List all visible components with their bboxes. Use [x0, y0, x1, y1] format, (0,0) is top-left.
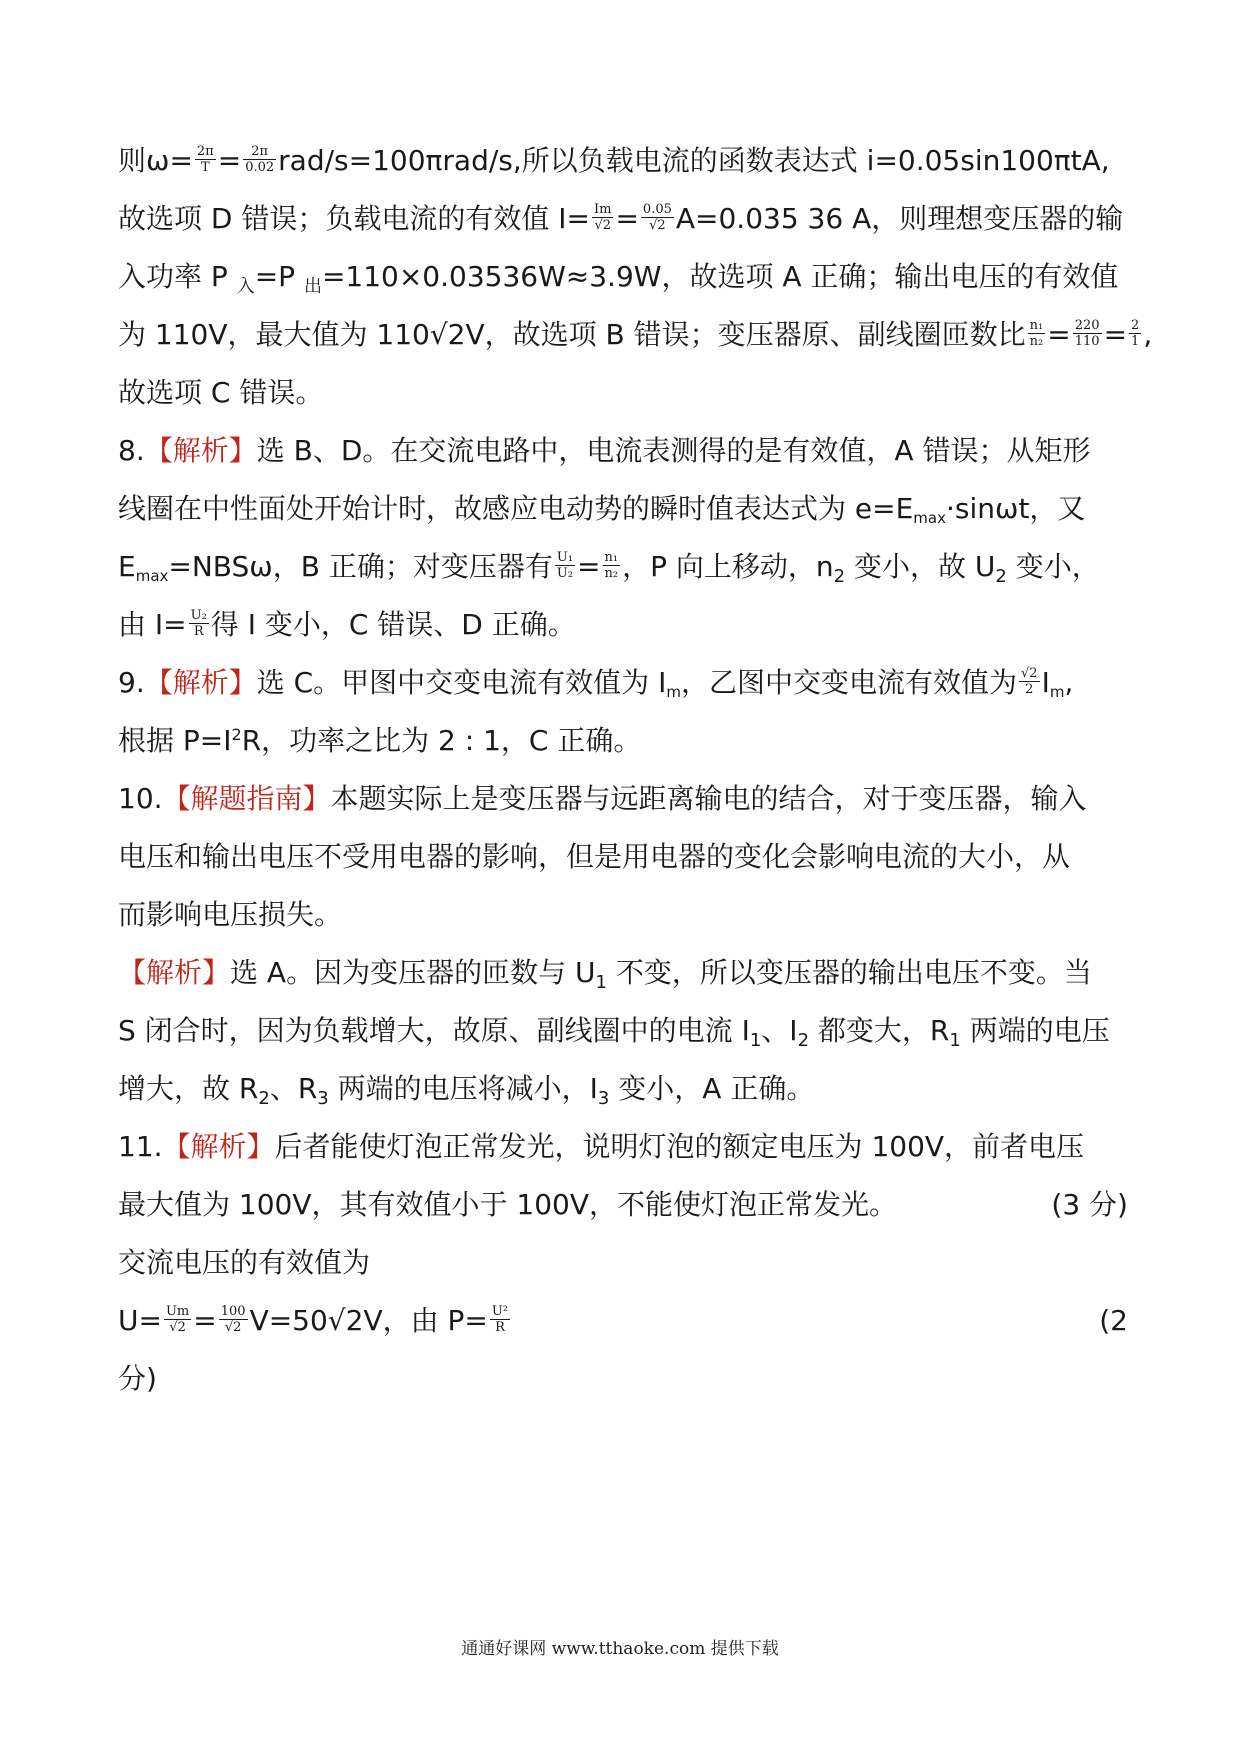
text-line: [118, 186, 1128, 252]
fraction-denominator: n₂: [604, 565, 619, 581]
fraction-denominator: √2: [594, 217, 611, 233]
text-line: [118, 1288, 1128, 1354]
text-run: 后者能使灯泡正常发光，说明灯泡的额定电压为 100V，前者电压: [274, 1130, 1085, 1163]
text-run: rad/s=100πrad/s,所以负载电流的函数表达式 i=0.05sin100πtA,: [278, 144, 1110, 177]
fraction-denominator: 1: [1131, 333, 1140, 349]
text-run: 不变，所以变压器的输出电压不变。当: [606, 956, 1092, 989]
text-run: 由 I=: [118, 608, 187, 641]
fraction: [164, 1304, 191, 1335]
text-run: =: [193, 1304, 217, 1337]
subscript: max: [135, 567, 169, 585]
subscript: 3: [317, 1088, 329, 1109]
text-line: [118, 360, 1128, 426]
fraction-numerator: 2π: [196, 143, 214, 159]
fraction: [603, 550, 621, 581]
fraction: [1073, 318, 1102, 349]
subscript: 1: [595, 972, 607, 993]
text-line: [118, 592, 1128, 658]
fraction: [195, 144, 216, 175]
fraction-denominator: √2: [649, 217, 666, 233]
text-line: [118, 766, 1128, 832]
text-line: [118, 1230, 1128, 1296]
fraction: [1019, 666, 1040, 697]
text-run: =P: [254, 260, 304, 293]
text-run: =: [577, 550, 601, 583]
text-run: =: [615, 202, 639, 235]
fraction-denominator: R: [193, 623, 204, 639]
text-run: 两端的电压: [960, 1014, 1110, 1047]
text-run: 则ω=: [118, 144, 193, 177]
text-run: 交流电压的有效值为: [118, 1246, 371, 1279]
fraction-denominator: U₂: [556, 565, 574, 581]
score-note: (3 分): [1051, 1188, 1128, 1221]
text-run: 故选项 D 错误；负载电流的有效值 I=: [118, 202, 590, 235]
text-run: 得 I 变小，C 错误、D 正确。: [210, 608, 576, 641]
text-run: 8.: [118, 434, 145, 467]
fraction-denominator: n₂: [1029, 333, 1044, 349]
fraction-numerator: U²: [491, 1303, 509, 1319]
text-line: [118, 708, 1128, 774]
text-run: 、R: [269, 1072, 318, 1105]
text-run: E: [118, 550, 136, 583]
text-run: 线圈在中性面处开始计时，故感应电动势的瞬时值表达式为 e=E: [118, 492, 914, 525]
text-line: [118, 244, 1128, 310]
fraction-numerator: Um: [165, 1303, 190, 1319]
fraction-numerator: √2: [1021, 665, 1038, 681]
page-footer: 通通好课网 www.tthaoke.com 提供下载: [461, 1639, 779, 1659]
text-run: ,: [1143, 318, 1153, 351]
subscript: 2: [258, 1088, 270, 1109]
text-line: [118, 1056, 1128, 1122]
text-run: 本题实际上是变压器与远距离输电的结合，对于变压器，输入: [330, 782, 1087, 815]
analysis-tag: 【解析】: [144, 434, 257, 467]
text-run: 变小，故 U: [845, 550, 996, 583]
subscript: max: [913, 509, 946, 527]
text-run: U=: [118, 1304, 162, 1337]
text-run: 分): [118, 1362, 157, 1395]
text-line: [118, 302, 1153, 368]
text-line: [118, 998, 1128, 1064]
fraction-numerator: 100: [220, 1303, 246, 1319]
text-run: 两端的电压将减小，I: [328, 1072, 598, 1105]
text-run: 、I: [761, 1014, 798, 1047]
text-line: [118, 824, 1128, 890]
text-run: A=0.035 36 A，则理想变压器的输: [675, 202, 1124, 235]
fraction-denominator: 2: [1025, 681, 1034, 697]
subscript: 2: [797, 1030, 810, 1051]
fraction-denominator: √2: [224, 1319, 242, 1335]
text-run: S 闭合时，因为负载增大，故原、副线圈中的电流 I: [118, 1014, 750, 1047]
text-run: 最大值为 100V，其有效值小于 100V，不能使灯泡正常发光。: [118, 1188, 897, 1221]
fraction-numerator: 0.05: [642, 201, 672, 217]
text-run: 故选项 C 错误。: [118, 376, 324, 409]
text-run: =: [217, 144, 242, 177]
subscript: 出: [303, 276, 322, 297]
subscript: 入: [236, 276, 255, 297]
fraction: [219, 1304, 248, 1335]
text-run: 选 B、D。在交流电路中，电流表测得的是有效值，A 错误；从矩形: [256, 434, 1091, 467]
text-run: I: [1041, 666, 1050, 699]
fraction-denominator: √2: [169, 1319, 186, 1335]
text-run: 9.: [118, 666, 145, 699]
text-run: 入功率 P: [118, 260, 237, 293]
text-line: [118, 882, 1128, 948]
subscript: 3: [597, 1088, 610, 1109]
analysis-tag: 【解题指南】: [162, 782, 331, 815]
fraction-numerator: 2: [1131, 317, 1140, 333]
analysis-tag: 【解析】: [118, 956, 231, 989]
text-run: =110×0.03536W≈3.9W，故选项 A 正确；输出电压的有效值: [321, 260, 1119, 293]
fraction: [243, 144, 276, 175]
fraction-numerator: 2π: [243, 144, 276, 160]
fraction-numerator: n₁: [1029, 317, 1044, 333]
subscript: 1: [949, 1030, 961, 1051]
text-line: [118, 1346, 1128, 1412]
subscript: 2: [833, 566, 846, 587]
text-run: 而影响电压损失。: [118, 898, 343, 931]
subscript: m: [666, 683, 681, 701]
text-run: ,: [1064, 666, 1074, 699]
text-run: 都变大，R: [809, 1014, 950, 1047]
fraction-numerator: U₂: [190, 607, 207, 623]
text-run: 根据 P=I: [118, 724, 232, 757]
text-run: R，功率之比为 2 : 1，C 正确。: [241, 724, 642, 757]
text-run: 变小，: [1006, 550, 1100, 583]
fraction: [1129, 318, 1141, 349]
text-run: ，乙图中交变电流有效值为: [680, 666, 1017, 699]
superscript: 2: [231, 725, 242, 744]
fraction-denominator: T: [201, 159, 210, 175]
text-run: V=50√2V，由 P=: [249, 1304, 488, 1337]
score-note: (2: [1099, 1304, 1128, 1337]
text-run: =: [1103, 318, 1128, 351]
fraction: [189, 608, 209, 639]
text-line: [118, 534, 1128, 600]
fraction-denominator: 110: [1074, 333, 1100, 349]
fraction: [555, 550, 575, 581]
subscript: 2: [995, 566, 1007, 587]
text-run: 电压和输出电压不受用电器的影响，但是用电器的变化会影响电流的大小，从: [118, 840, 1071, 873]
text-line: [118, 650, 1128, 716]
fraction: [592, 202, 613, 233]
text-line: [118, 1172, 1128, 1238]
text-line: [118, 940, 1128, 1006]
text-run: ，P 向上移动，n: [622, 550, 834, 583]
text-run: =: [1047, 318, 1071, 351]
analysis-tag: 【解析】: [162, 1130, 275, 1163]
text-run: ·sinωt，又: [945, 492, 1086, 525]
text-run: 选 C。甲图中交变电流有效值为 I: [256, 666, 667, 699]
text-run: 增大，故 R: [118, 1072, 259, 1105]
fraction-numerator: n₁: [604, 549, 619, 565]
text-line: [118, 418, 1128, 484]
text-run: 为 110V，最大值为 110√2V，故选项 B 错误；变压器原、副线圈匝数比: [118, 318, 1026, 351]
subscript: 1: [749, 1030, 762, 1051]
fraction: [1028, 318, 1046, 349]
subscript: m: [1049, 683, 1065, 701]
text-line: [118, 1114, 1128, 1180]
analysis-tag: 【解析】: [144, 666, 257, 699]
text-run: 选 A。因为变压器的匝数与 U: [230, 956, 596, 989]
text-line: [118, 128, 1128, 194]
fraction: [641, 202, 674, 233]
fraction-denominator: R: [495, 1319, 505, 1335]
text-line: [118, 476, 1128, 542]
text-run: 变小，A 正确。: [609, 1072, 815, 1105]
fraction: [490, 1304, 510, 1335]
fraction-numerator: 220: [1074, 317, 1100, 333]
text-run: 11.: [118, 1130, 163, 1163]
fraction-numerator: Im: [593, 201, 612, 217]
text-run: =NBSω，B 正确；对变压器有: [168, 550, 553, 583]
fraction-numerator: U₁: [556, 549, 574, 565]
text-run: 10.: [118, 782, 163, 815]
fraction-denominator: 0.02: [245, 159, 275, 175]
